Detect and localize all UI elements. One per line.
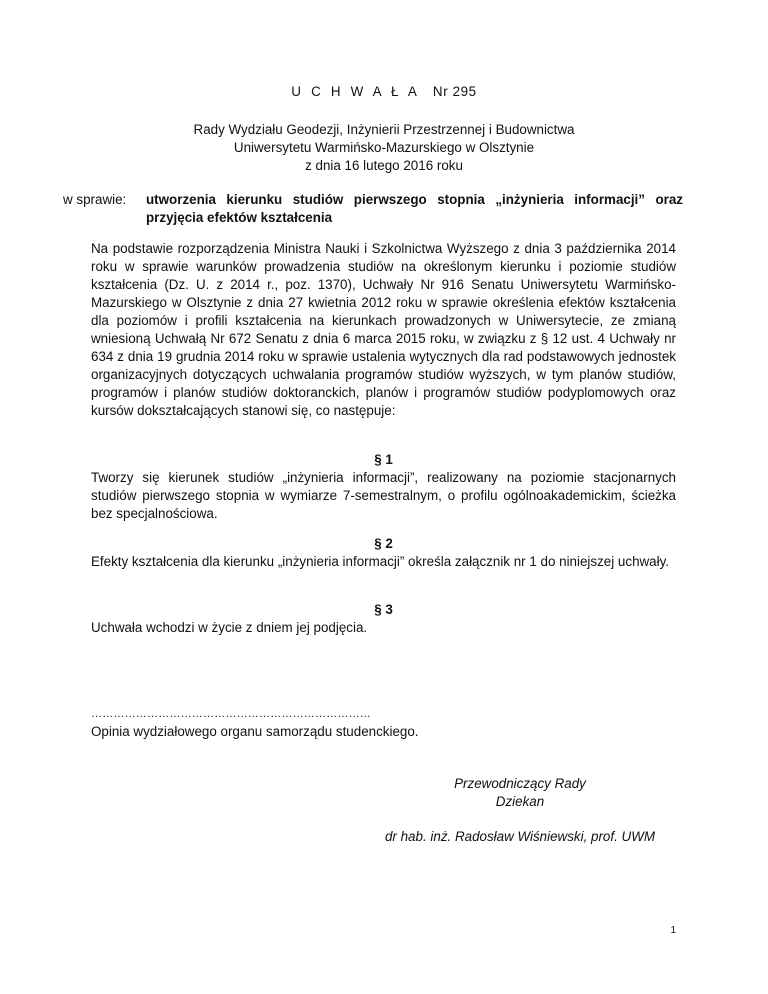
opinion-text: Opinia wydziałowego organu samorządu studenckiego.	[91, 724, 419, 739]
signature-role-dean: Dziekan	[495, 794, 545, 809]
signature-name: dr hab. inż. Radosław Wiśniewski, prof. UWM	[384, 829, 655, 844]
title-word: U C H W A Ł A	[291, 84, 420, 99]
opinion-dotted-line: …………………………………………………………………	[91, 708, 371, 720]
section-2-text: Efekty kształcenia dla kierunku „inżynieria informacji” określa załącznik nr 1 do niniejszej uchwały.	[91, 554, 670, 569]
subject-label: w sprawie:	[63, 192, 127, 207]
signature-role-chair: Przewodniczący Rady	[454, 776, 586, 791]
section-1-heading: § 1	[374, 452, 393, 467]
issuer-line-1: Rady Wydziału Geodezji, Inżynierii Przestrzennej i Budownictwa	[193, 122, 575, 137]
issuer-header	[0, 121, 768, 175]
section-1-text: Tworzy się kierunek studiów „inżynieria informacji”, realizowany na poziomie stacjonarnych studiów pierwszego stopnia w wymiarze 7-semestralnym, o profilu ogólnoakademickim, ścieżka bez specjalnościowa.	[91, 470, 676, 521]
issuer-line-2: Uniwersytetu Warmińsko-Mazurskiego w Olsztynie	[233, 140, 535, 155]
preamble-paragraph: Na podstawie rozporządzenia Ministra Nauki i Szkolnictwa Wyższego z dnia 3 października 2014 roku w sprawie warunków prowadzenia studiów na określonym kierunku i poziomie studiów kształcenia (Dz. U. z 2014 r., poz. 1370), Uchwały Nr 916 Senatu Uniwersytetu Warmińsko-Mazurskiego w Olsztynie z dnia 27 kwietnia 2012 roku w sprawie określenia efektów kształcenia dla poziomów i profili kształcenia na kierunkach prowadzonych w Uniwersytecie, ze zmianą wniesioną Uchwałą Nr 672 Senatu z dnia 6 marca 2015 roku, w związku z § 12 ust. 4 Uchwały nr 634 z dnia 19 grudnia 2014 roku w sprawie ustalenia wytycznych dla rad podstawowych jednostek organizacyjnych dotyczących uchwalania programów studiów wyższych, w tym planów studiów, programów i planów studiów doktoranckich, planów i programów studiów podyplomowych oraz kursów dokształcających stanowi się, co następuje:	[91, 241, 676, 418]
section-2-heading: § 2	[374, 536, 393, 551]
document-title	[0, 83, 768, 101]
page-number: 1	[670, 925, 676, 936]
subject-text: utworzenia kierunku studiów pierwszego stopnia „inżynieria informacji” oraz przyjęcia efektów kształcenia	[146, 192, 683, 225]
section-3-text: Uchwała wchodzi w życie z dniem jej podjęcia.	[91, 620, 368, 635]
section-3-heading: § 3	[374, 602, 393, 617]
issuer-date: z dnia 16 lutego 2016 roku	[305, 158, 463, 173]
title-number: Nr 295	[432, 84, 477, 99]
